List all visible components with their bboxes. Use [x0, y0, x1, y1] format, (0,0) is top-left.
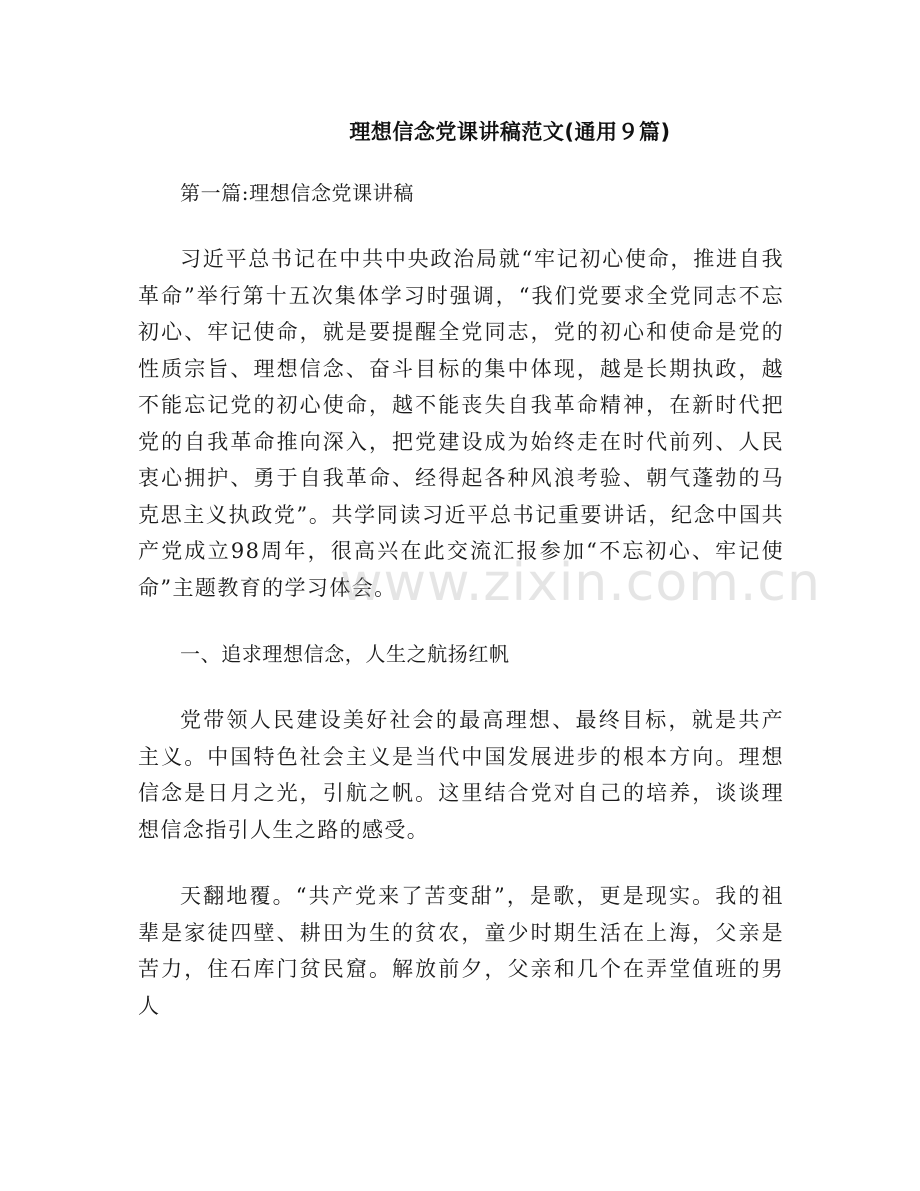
watermark: www.zixin.com.cn	[340, 553, 821, 613]
paragraph-1: 习近平总书记在中共中央政治局就“牢记初心使命，推进自我革命”举行第十五次集体学习时强调，“我们党要求全党同志不忘初心、牢记使命，就是要提醒全党同志，党的初心和使命是党的性质宗旨、理想信念、奋斗目标的集中体现，越是长期执政，越不能忘记党的初心使命，越不能丧失自我革命精神，在新时代把党的自我革命推向深入，把党建设成为始终走在时代前列、人民衷心拥护、勇于自我革命、经得起各种风浪考验、朝气蓬勃的马克思主义执政党”。共学同读习近平总书记重要讲话，纪念中国共产党成立98周年，很高兴在此交流汇报参加“不忘初心、牢记使命”主题教育的学习体会。	[138, 247, 784, 600]
paragraph-3: 天翻地覆。“共产党来了苦变甜”，是歌，更是现实。我的祖辈是家徒四壁、耕田为生的贫农，童少时期生活在上海，父亲是苦力，住石库门贫民窟。解放前夕，父亲和几个在弄堂值班的男人	[138, 884, 784, 1018]
section-title: 第一篇:理想信念党课讲稿	[180, 181, 414, 205]
document-title: 理想信念党课讲稿范文(通用９篇)	[349, 120, 671, 144]
document-body	[138, 175, 784, 1024]
subheading-1: 一、追求理想信念，人生之航扬红帆	[180, 642, 510, 666]
paragraph-2: 党带领人民建设美好社会的最高理想、最终目标，就是共产主义。中国特色社会主义是当代中国发展进步的根本方向。理想信念是日月之光，引航之帆。这里结合党对自己的培养，谈谈理想信念指引人生之路的感受。	[138, 708, 784, 842]
